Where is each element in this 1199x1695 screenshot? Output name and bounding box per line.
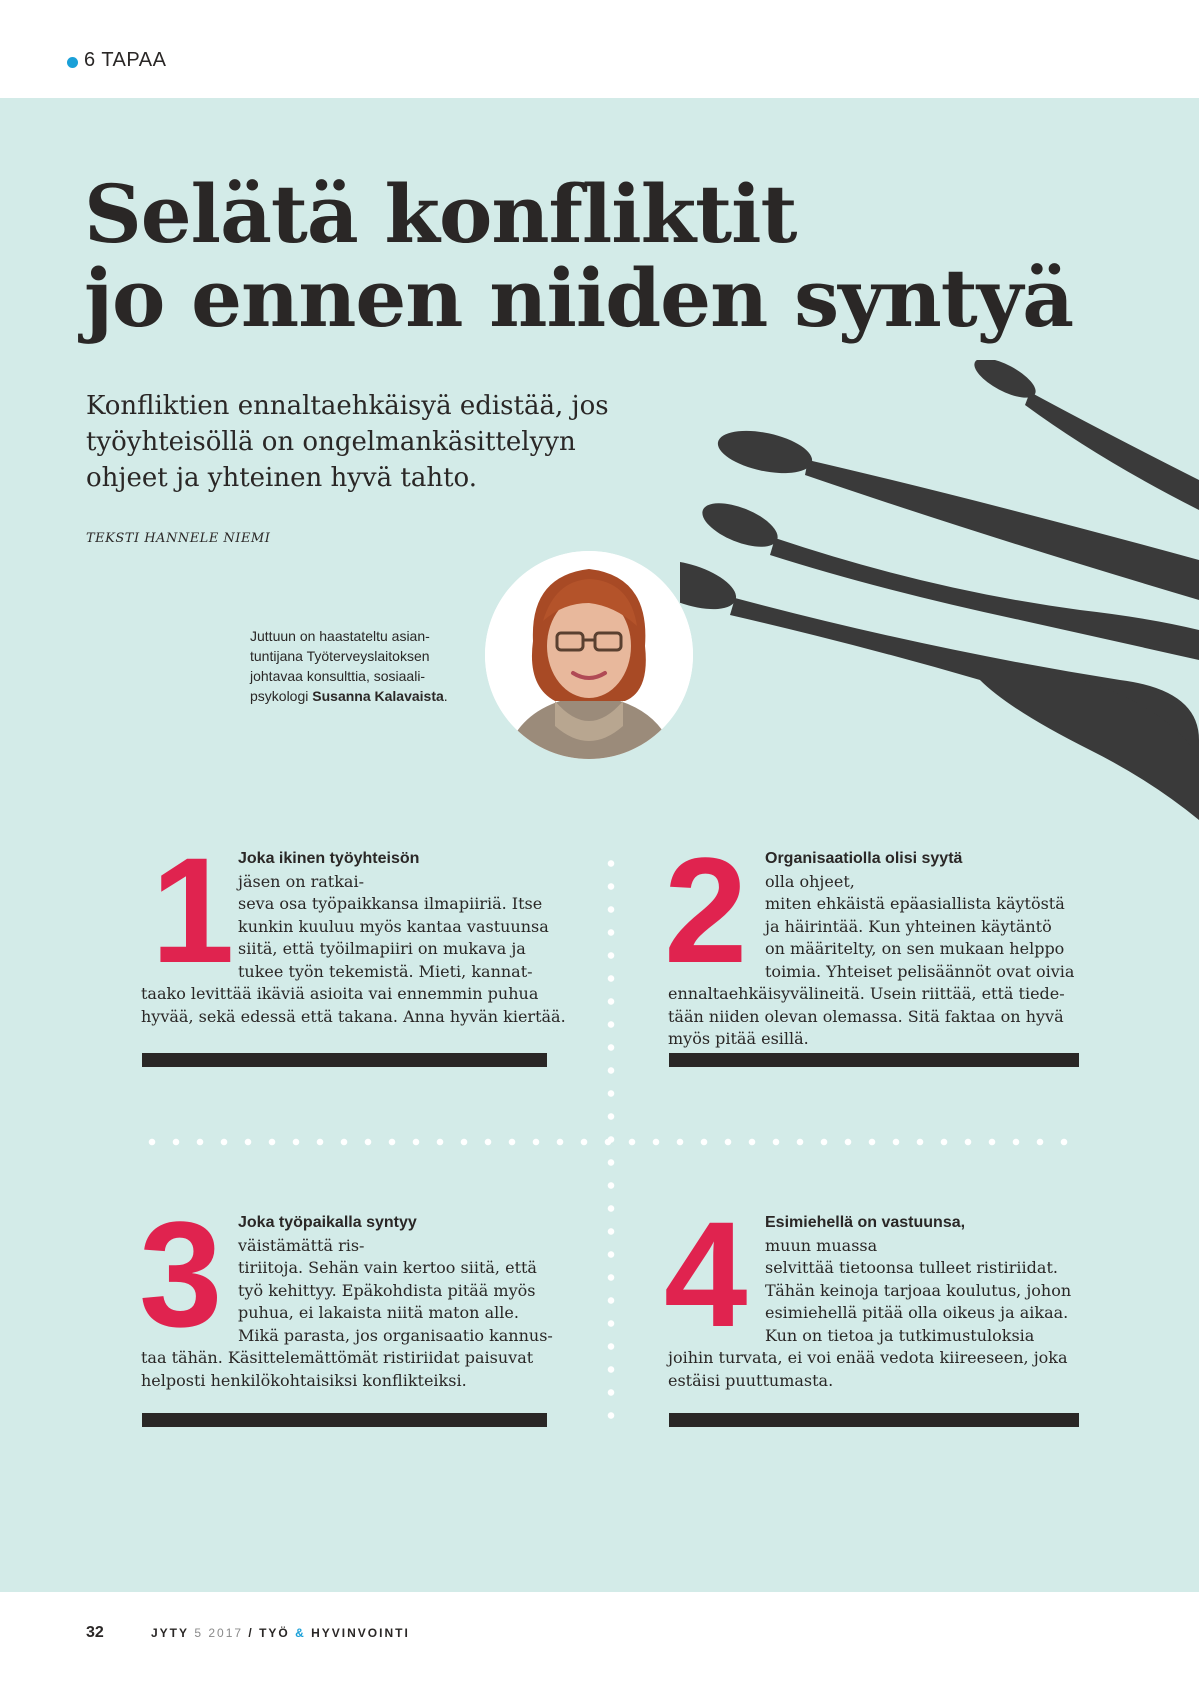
tip-line: tukee työn tekemistä. Mieti, kannat- (238, 961, 533, 981)
tip-line: helposti henkilökohtaisiksi konflikteiksi. (141, 1370, 467, 1390)
article-panel (0, 98, 1199, 1592)
lead-line: Konfliktien ennaltaehkäisyä edistää, jos (86, 391, 609, 421)
expert-caption (250, 626, 470, 706)
footer-section-2: HYVINVOINTI (311, 1626, 410, 1640)
tip-line: ja häirintää. Kun yhteinen käytäntö (765, 916, 1052, 936)
tip-line: miten ehkäistä epäasiallista käytöstä (765, 894, 1065, 913)
tip-3-rule (142, 1413, 547, 1427)
tip-lead: Joka työpaikalla syntyy (238, 1214, 417, 1231)
section-label: 6 TAPAA (84, 49, 167, 71)
article-lead (86, 388, 609, 496)
tip-lead-rest: muun muassa (765, 1235, 878, 1255)
tip-line: Tähän keinoja tarjoaa koulutus, johon (765, 1280, 1072, 1300)
expert-portrait (485, 551, 693, 759)
tip-number: 2 (664, 826, 748, 994)
caption-line: johtavaa konsulttia, sosiaali- (250, 668, 426, 684)
tip-line: siitä, että työilmapiiri on mukava ja (238, 939, 526, 958)
tip-3 (139, 1190, 571, 1392)
tip-1-rule (142, 1053, 547, 1067)
portrait-image (485, 551, 693, 759)
tip-2-rule (669, 1053, 1079, 1067)
tip-line: tiriitoja. Sehän vain kertoo siitä, että (238, 1258, 537, 1277)
magazine-issue: 5 2017 (194, 1626, 244, 1640)
article-title (84, 167, 1074, 345)
tip-lead: Organisaatiolla olisi syytä (765, 850, 963, 867)
lead-line: työyhteisöllä on ongelmankäsittelyyn (86, 427, 576, 457)
tip-number: 3 (139, 1190, 223, 1358)
tip-2 (664, 826, 1098, 1051)
tip-line: Mikä parasta, jos organisaatio kannus- (238, 1325, 553, 1345)
tip-line: taa tähän. Käsittelemättömät ristiriidat paisuvat (141, 1348, 534, 1367)
tip-lead-rest: olla ohjeet, (765, 871, 855, 891)
tip-number: 4 (664, 1190, 748, 1358)
tip-number: 1 (151, 826, 235, 994)
expert-name: Susanna Kalavaista (312, 688, 444, 704)
footer-section-1: TYÖ (259, 1626, 290, 1640)
tip-line: puhua, ei lakaista niitä maton alle. (238, 1303, 519, 1322)
title-line-2: jo ennen niiden syntyä (84, 251, 1074, 345)
caption-line: Juttuun on haastateltu asian- (250, 628, 430, 644)
caption-line-last (250, 686, 470, 706)
byline: TEKSTI HANNELE NIEMI (86, 531, 271, 546)
tip-line: toimia. Yhteiset pelisäännöt ovat oivia (765, 961, 1075, 981)
tip-line: estäisi puuttumasta. (668, 1370, 834, 1390)
tip-line: tään niiden olevan olemassa. Sitä faktaa on hyvä (668, 1006, 1064, 1026)
section-bullet-icon (67, 57, 78, 68)
tip-line: taako levittää ikäviä asioita vai ennemmin puhua (141, 984, 539, 1003)
lead-line: ohjeet ja yhteinen hyvä tahto. (86, 463, 477, 493)
title-line-1: Selätä konfliktit (84, 167, 797, 261)
footer-separator: / (243, 1626, 260, 1640)
tip-line: hyvää, sekä edessä että takana. Anna hyvän kiertää. (141, 1006, 566, 1026)
tip-1 (141, 826, 571, 1028)
tip-line: kunkin kuuluu myös kantaa vastuunsa (238, 916, 549, 936)
caption-line: tuntijana Työterveyslaitoksen (250, 648, 430, 664)
tip-line: esimiehellä pitää olla oikeus ja aikaa. (765, 1303, 1069, 1322)
tip-line: työ kehittyy. Epäkohdista pitää myös (238, 1280, 536, 1300)
magazine-footer (151, 1626, 410, 1640)
tip-lead-rest: jäsen on ratkai- (238, 871, 364, 891)
footer-ampersand: & (295, 1626, 306, 1640)
horizontal-dotted-divider (140, 1138, 1084, 1146)
page-number: 32 (86, 1624, 104, 1641)
tip-4-rule (669, 1413, 1079, 1427)
tip-line: joihin turvata, ei voi enää vedota kiireeseen, joka (668, 1348, 1068, 1367)
tip-line: selvittää tietoonsa tulleet ristiriidat. (765, 1258, 1058, 1277)
tip-line: Kun on tietoa ja tutkimustuloksia (765, 1325, 1035, 1345)
caption-suffix: . (443, 688, 448, 704)
tip-4 (664, 1190, 1098, 1392)
caption-prefix: psykologi (250, 688, 313, 704)
tip-line: myös pitää esillä. (668, 1029, 809, 1048)
top-bar (0, 0, 1199, 98)
tip-lead: Joka ikinen työyhteisön (238, 850, 420, 867)
tip-lead-rest: väistämättä ris- (238, 1235, 365, 1255)
tip-line: seva osa työpaikkansa ilmapiiriä. Itse (238, 894, 543, 913)
tip-line: ennaltaehkäisyvälineitä. Usein riittää, että tiede- (668, 984, 1065, 1003)
magazine-name: JYTY (151, 1626, 190, 1640)
tip-lead: Esimiehellä on vastuunsa, (765, 1214, 966, 1231)
spoon-shadows-illustration (680, 360, 1199, 830)
tip-line: on määritelty, on sen mukaan helppo (765, 939, 1065, 958)
